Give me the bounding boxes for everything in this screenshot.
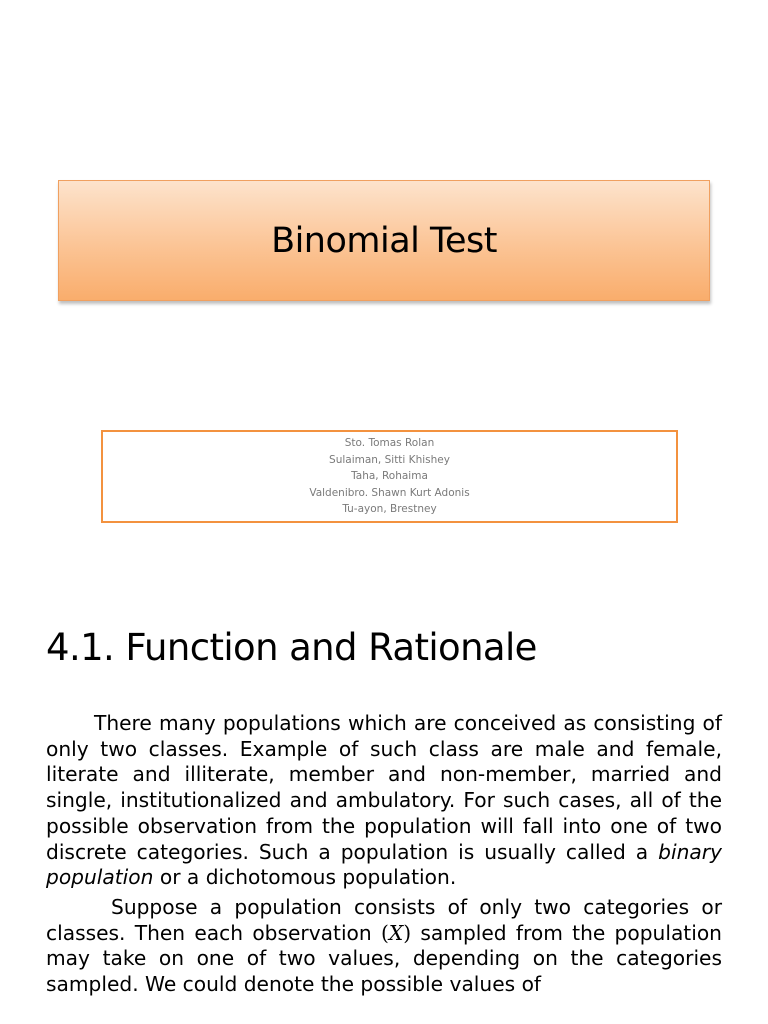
math-open-paren: ( [380,920,389,945]
author-name: Valdenibro. Shawn Kurt Adonis [309,486,470,499]
author-name: Sulaiman, Sitti Khishey [329,453,450,466]
paragraph-1-text-end: or a dichotomous population. [153,865,457,890]
slide-title: Binomial Test [271,220,497,261]
paragraph-1-text: There many populations which are conceived as consisting of only two classes. Example of such class are male and female, literate and illiterate, member and non-member, married and single, institutionalized and ambulatory. For such cases, all of the possible observation from the population will fall into one of two discrete categories. Such a population is usually called a [46,711,722,864]
paragraph-1 [46,711,722,891]
paragraph-2-text-end: sampled from the population may take on one of two values, depending on the categories sampled. We could denote the possible values of [46,920,722,997]
author-name: Sto. Tomas Rolan [344,437,435,450]
title-box [58,180,710,301]
math-close-paren: ) [403,920,412,945]
author-name: Taha, Rohaima [351,470,428,483]
section-body [46,711,722,1002]
paragraph-2-text: Suppose a population consists of only two categories or classes. Then each observation [46,894,722,945]
section-heading: 4.1. Function and Rationale [46,626,537,669]
math-variable: X [388,920,404,945]
author-name: Tu-ayon, Brestney [342,503,437,516]
paragraph-2 [46,895,722,998]
authors-box [101,430,678,523]
emphasis-term: binary population [46,839,722,890]
